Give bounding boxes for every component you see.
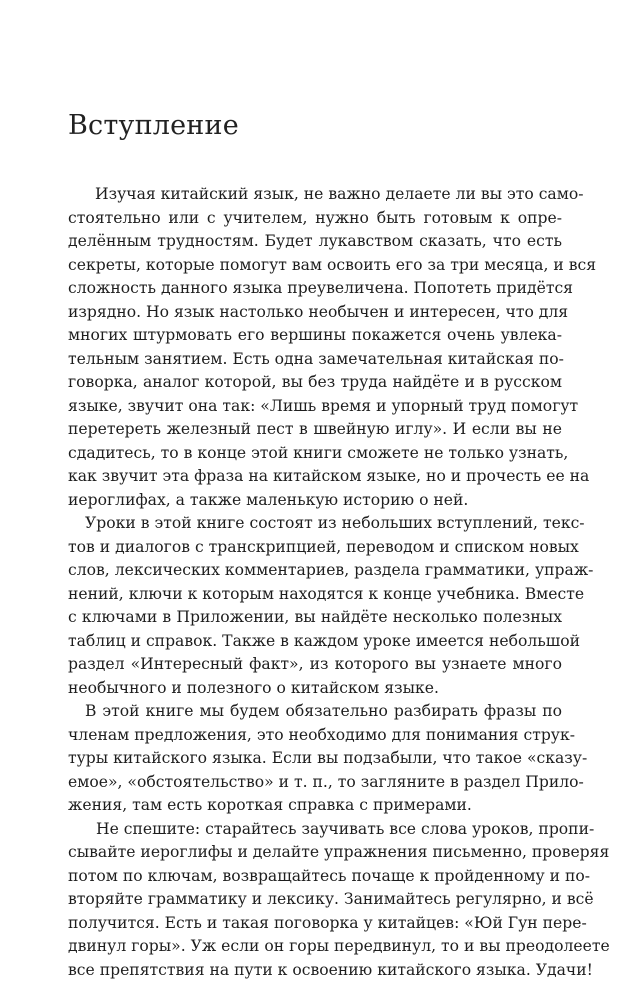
paragraph-line: стоятельно или с учителем, нужно быть готовым к опре- xyxy=(68,208,562,227)
body-text xyxy=(68,183,610,982)
chapter-title: Вступление xyxy=(68,110,239,141)
paragraph-line: делённым трудностям. Будет лукавством сказать, что есть xyxy=(68,232,562,250)
paragraph-line: Не спешите: старайтесь заучивать все слова уроков, пропи- xyxy=(96,819,595,838)
paragraph-line: необычного и полезного о китайском языке. xyxy=(68,678,439,697)
paragraph-line: секреты, которые помогут вам освоить его за три месяца, и вся xyxy=(68,255,597,274)
paragraph-line: все препятствия на пути к освоению китайского языка. Удачи! xyxy=(68,960,593,979)
paragraph-line: тельным занятием. Есть одна замечательная китайская по- xyxy=(68,349,564,368)
paragraph-line: языке, звучит она так: «Лишь время и упорный труд помогут xyxy=(68,396,579,415)
paragraph-line: слов, лексических комментариев, раздела грамматики, упраж- xyxy=(68,561,594,579)
paragraph-line: сдадитесь, то в конце этой книги сможете не только узнать, xyxy=(68,443,569,462)
paragraph-3 xyxy=(68,700,588,818)
paragraph-line: изрядно. Но язык настолько необычен и интересен, что для xyxy=(68,302,569,321)
paragraph-line: нений, ключи к которым находятся к конце учебника. Вместе xyxy=(68,584,585,603)
paragraph-line: Уроки в этой книге состоят из небольших вступлений, текс- xyxy=(85,514,585,532)
paragraph-line: таблиц и справок. Также в каждом уроке имеется небольшой xyxy=(68,631,581,650)
paragraph-line: вторяйте грамматику и лексику. Занимайтесь регулярно, и всё xyxy=(68,890,594,908)
paragraph-line: жения, там есть короткая справка с примерами. xyxy=(68,796,472,814)
paragraph-4 xyxy=(68,818,610,983)
paragraph-line: тов и диалогов с транскрипцией, переводом и списком новых xyxy=(68,537,579,556)
paragraph-1 xyxy=(68,183,597,512)
paragraph-line: В этой книге мы будем обязательно разбирать фразы по xyxy=(85,702,562,720)
paragraph-line: раздел «Интересный факт», из которого вы узнаете много xyxy=(68,655,562,673)
paragraph-2 xyxy=(68,512,594,700)
paragraph-line: Изучая китайский язык, не важно делаете ли вы это само- xyxy=(95,185,584,203)
paragraph-line: получится. Есть и такая поговорка у китайцев: «Юй Гун пере- xyxy=(68,913,587,932)
paragraph-line: как звучит эта фраза на китайском языке, но и прочесть ее на xyxy=(68,467,590,485)
paragraph-line: с ключами в Приложении, вы найдёте несколько полезных xyxy=(68,608,562,626)
paragraph-line: многих штурмовать его вершины покажется очень увлека- xyxy=(68,326,562,344)
paragraph-line: двинул горы». Уж если он горы передвинул, то и вы преодолеете xyxy=(68,937,610,955)
paragraph-line: иероглифах, а также маленькую историю о ней. xyxy=(68,490,469,509)
paragraph-line: сложность данного языка преувеличена. Попотеть придётся xyxy=(68,279,574,297)
paragraph-line: говорка, аналог которой, вы без труда найдёте и в русском xyxy=(68,373,562,391)
paragraph-line: потом по ключам, возвращайтесь почаще к пройденному и по- xyxy=(68,866,591,885)
paragraph-line: сывайте иероглифы и делайте упражнения письменно, проверяя xyxy=(68,843,610,861)
paragraph-line: членам предложения, это необходимо для понимания струк- xyxy=(68,725,575,744)
paragraph-line: емое», «обстоятельство» и т. п., то загляните в раздел Прило- xyxy=(68,772,584,791)
paragraph-line: туры китайского языка. Если вы подзабыли, что такое «сказу- xyxy=(68,749,588,767)
paragraph-line: перетереть железный пест в швейную иглу». И если вы не xyxy=(68,420,562,438)
